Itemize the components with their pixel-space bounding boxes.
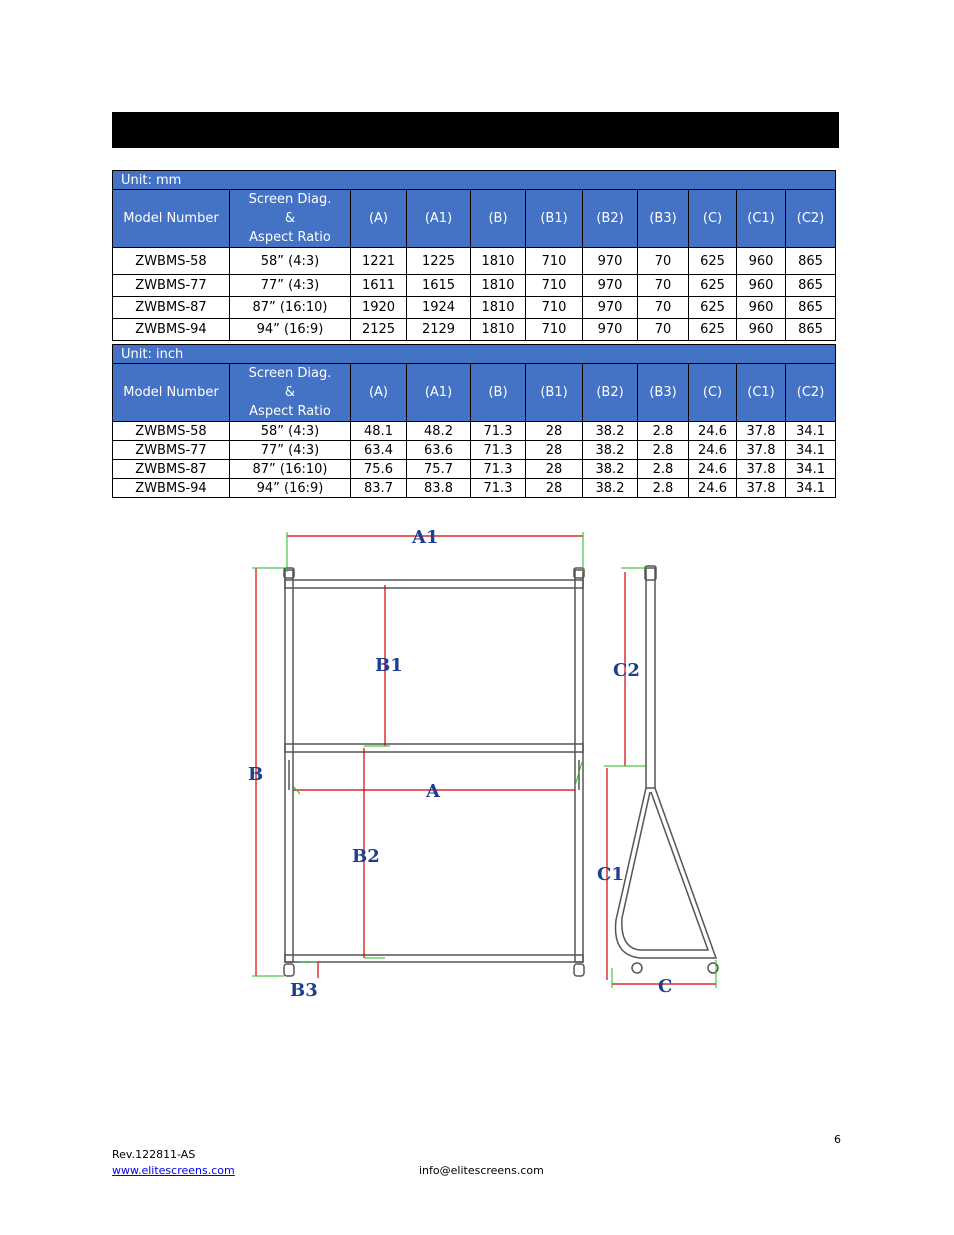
table-cell: 1920 [351, 297, 407, 319]
table-cell: 960 [737, 275, 786, 297]
table-cell: ZWBMS-77 [113, 441, 230, 460]
table-cell: 1611 [351, 275, 407, 297]
table-cell: 48.1 [351, 422, 407, 441]
header-a1: (A1) [407, 190, 471, 248]
header-c2: (C2) [786, 190, 836, 248]
front-view-frame [284, 568, 584, 976]
header-b2: (B2) [583, 190, 638, 248]
table-cell: 94” (16:9) [230, 319, 351, 341]
table-cell: 970 [583, 319, 638, 341]
table-cell: 63.6 [407, 441, 471, 460]
table-cell: 71.3 [471, 422, 526, 441]
header-b3: (B3) [638, 364, 689, 422]
table-cell: 865 [786, 319, 836, 341]
table-cell: 24.6 [689, 422, 737, 441]
table-cell: 24.6 [689, 479, 737, 498]
header-b: (B) [471, 364, 526, 422]
table-cell: ZWBMS-87 [113, 297, 230, 319]
table-cell: 625 [689, 297, 737, 319]
table-cell: 37.8 [737, 422, 786, 441]
table-cell: 94” (16:9) [230, 479, 351, 498]
table-cell: 83.7 [351, 479, 407, 498]
table-cell: 38.2 [583, 441, 638, 460]
label-b1: B1 [375, 655, 403, 676]
table-cell: 24.6 [689, 441, 737, 460]
table-cell: 1221 [351, 248, 407, 275]
table-cell: 37.8 [737, 441, 786, 460]
header-b2: (B2) [583, 364, 638, 422]
table-cell: 71.3 [471, 460, 526, 479]
table-cell: 70 [638, 248, 689, 275]
table-cell: 83.8 [407, 479, 471, 498]
table-cell: 77” (4:3) [230, 275, 351, 297]
label-b: B [248, 764, 264, 785]
table-cell: ZWBMS-94 [113, 319, 230, 341]
unit-label: Unit: inch [113, 345, 836, 364]
table-cell: 2.8 [638, 479, 689, 498]
page-number: 6 [834, 1133, 841, 1146]
header-a: (A) [351, 190, 407, 248]
table-cell: 75.6 [351, 460, 407, 479]
table-cell: 34.1 [786, 422, 836, 441]
table-cell: 63.4 [351, 441, 407, 460]
header-b: (B) [471, 190, 526, 248]
table-cell: 71.3 [471, 479, 526, 498]
side-view-frame [616, 566, 719, 973]
table-cell: 2.8 [638, 460, 689, 479]
table-cell: 38.2 [583, 460, 638, 479]
table-cell: 70 [638, 319, 689, 341]
unit-label: Unit: mm [113, 171, 836, 190]
label-a1: A1 [412, 527, 439, 548]
header-a1: (A1) [407, 364, 471, 422]
email-text: info@elitescreens.com [419, 1164, 544, 1177]
header-c1: (C1) [737, 190, 786, 248]
table-cell: 34.1 [786, 460, 836, 479]
table-cell: 970 [583, 275, 638, 297]
header-b1: (B1) [526, 190, 583, 248]
table-cell: 24.6 [689, 460, 737, 479]
header-c2: (C2) [786, 364, 836, 422]
table-cell: 70 [638, 297, 689, 319]
table-cell: 28 [526, 441, 583, 460]
table-cell: 38.2 [583, 479, 638, 498]
header-c1: (C1) [737, 364, 786, 422]
table-cell: 28 [526, 422, 583, 441]
table-cell: 970 [583, 248, 638, 275]
dimension-lines [256, 536, 716, 984]
table-cell: 1810 [471, 319, 526, 341]
table-cell: 625 [689, 275, 737, 297]
table-cell: 37.8 [737, 460, 786, 479]
table-cell: 77” (4:3) [230, 441, 351, 460]
header-b1: (B1) [526, 364, 583, 422]
label-b3: B3 [290, 980, 318, 1001]
table-cell: 1810 [471, 248, 526, 275]
website-link[interactable]: www.elitescreens.com [112, 1164, 235, 1177]
table-cell: 1810 [471, 275, 526, 297]
table-cell: 865 [786, 297, 836, 319]
table-cell: 1924 [407, 297, 471, 319]
header-b3: (B3) [638, 190, 689, 248]
table-cell: ZWBMS-77 [113, 275, 230, 297]
table-cell: 710 [526, 248, 583, 275]
table-cell: ZWBMS-58 [113, 248, 230, 275]
header-model-number: Model Number [113, 364, 230, 422]
table-cell: 48.2 [407, 422, 471, 441]
table-cell: 71.3 [471, 441, 526, 460]
table-cell: 87” (16:10) [230, 297, 351, 319]
label-a: A [426, 781, 440, 802]
header-screen-diag: Screen Diag. & Aspect Ratio [230, 190, 351, 248]
table-cell: 1615 [407, 275, 471, 297]
table-cell: 70 [638, 275, 689, 297]
table-cell: 37.8 [737, 479, 786, 498]
table-cell: ZWBMS-87 [113, 460, 230, 479]
table-cell: 960 [737, 319, 786, 341]
table-cell: 34.1 [786, 479, 836, 498]
table-cell: 38.2 [583, 422, 638, 441]
table-cell: 2.8 [638, 441, 689, 460]
table-cell: 1810 [471, 297, 526, 319]
table-cell: 960 [737, 248, 786, 275]
table-cell: ZWBMS-58 [113, 422, 230, 441]
table-cell: ZWBMS-94 [113, 479, 230, 498]
dimension-labels [248, 527, 672, 1001]
table-cell: 34.1 [786, 441, 836, 460]
table-cell: 2125 [351, 319, 407, 341]
label-b2: B2 [352, 846, 380, 867]
table-cell: 710 [526, 297, 583, 319]
table-cell: 710 [526, 275, 583, 297]
table-cell: 625 [689, 319, 737, 341]
header-c: (C) [689, 364, 737, 422]
table-cell: 87” (16:10) [230, 460, 351, 479]
table-cell: 2129 [407, 319, 471, 341]
table-cell: 970 [583, 297, 638, 319]
revision-label: Rev.122811-AS [112, 1148, 196, 1161]
table-cell: 1225 [407, 248, 471, 275]
table-cell: 960 [737, 297, 786, 319]
table-cell: 625 [689, 248, 737, 275]
table-cell: 28 [526, 460, 583, 479]
header-model-number: Model Number [113, 190, 230, 248]
label-c: C [658, 976, 673, 997]
table-cell: 75.7 [407, 460, 471, 479]
table-cell: 2.8 [638, 422, 689, 441]
header-a: (A) [351, 364, 407, 422]
header-c: (C) [689, 190, 737, 248]
table-cell: 865 [786, 248, 836, 275]
table-cell: 58” (4:3) [230, 422, 351, 441]
table-cell: 28 [526, 479, 583, 498]
table-cell: 58” (4:3) [230, 248, 351, 275]
label-c2: C2 [613, 660, 640, 681]
label-c1: C1 [597, 864, 624, 885]
table-cell: 865 [786, 275, 836, 297]
table-cell: 710 [526, 319, 583, 341]
header-screen-diag: Screen Diag. & Aspect Ratio [230, 364, 351, 422]
